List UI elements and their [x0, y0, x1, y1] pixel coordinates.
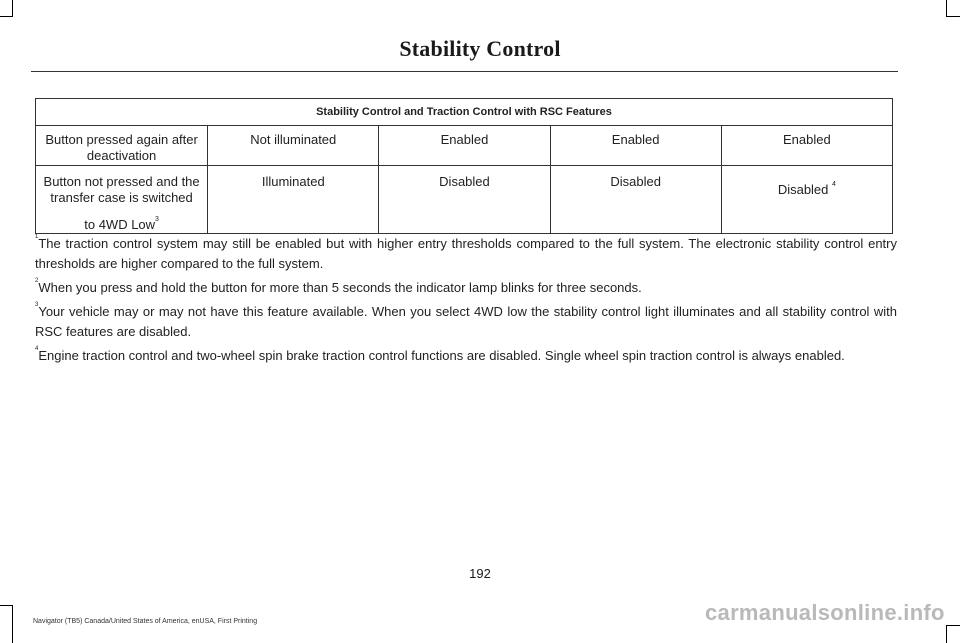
table-cell: Disabled — [550, 166, 721, 234]
crop-mark-bottom-left-vertical — [12, 605, 13, 643]
page-title: Stability Control — [399, 36, 561, 61]
footnote — [35, 302, 897, 342]
footnote-ref[interactable]: 4 — [832, 181, 836, 188]
footnote-text: The traction control system may still be enabled but with higher entry thresholds compared to the full system. The electronic stability control entry thresholds are higher compared to the full system. — [35, 236, 897, 271]
footnotes — [35, 234, 897, 370]
row-label-continuation — [84, 217, 159, 233]
crop-mark-top-left-horizontal — [0, 16, 13, 17]
crop-mark-bottom-left-horizontal — [0, 605, 13, 606]
table-row — [36, 166, 893, 234]
footnote — [35, 278, 897, 298]
footnote-number: 1 — [35, 234, 39, 240]
table-cell: Disabled — [379, 166, 550, 234]
features-table — [35, 98, 893, 234]
footnote-text: Engine traction control and two-wheel spin brake traction control functions are disabled. Single wheel spin traction control is always enabled. — [38, 348, 845, 363]
table-cell: Enabled — [550, 126, 721, 166]
publication-footer: Navigator (TB5) Canada/United States of America, enUSA, First Printing — [33, 618, 258, 625]
crop-mark-top-right-vertical — [946, 0, 947, 16]
row-label: Button not pressed and the transfer case is switched — [43, 174, 200, 205]
crop-mark-top-right-horizontal — [946, 16, 960, 17]
page-number: 192 — [469, 566, 491, 581]
table-cell: Not illuminated — [208, 126, 379, 166]
watermark: carmanualsonline.info — [705, 600, 945, 625]
table-caption: Stability Control and Traction Control with RSC Features — [36, 99, 893, 126]
table-cell-with-note — [721, 166, 892, 234]
footnote-ref[interactable]: 3 — [155, 216, 159, 223]
title-divider — [31, 71, 898, 72]
footnote — [35, 346, 897, 366]
footnote — [35, 234, 897, 274]
crop-mark-bottom-right-vertical — [946, 625, 947, 643]
table-row — [36, 126, 893, 166]
row-label-line2: to 4WD Low — [84, 217, 156, 232]
footnote-number: 4 — [35, 346, 39, 352]
footnote-number: 3 — [35, 302, 39, 308]
table-cell: Enabled — [379, 126, 550, 166]
table-cell: Enabled — [721, 126, 892, 166]
row-label: Button pressed again after deactivation — [36, 126, 208, 166]
row-label-cell — [36, 166, 208, 234]
table-cell: Disabled — [777, 182, 829, 197]
crop-mark-bottom-right-horizontal — [946, 625, 960, 626]
footnote-text: When you press and hold the button for more than 5 seconds the indicator lamp blinks for three seconds. — [38, 280, 642, 295]
footnote-text: Your vehicle may or may not have this feature available. When you select 4WD low the stability control light illuminates and all stability control with RSC features are disabled. — [35, 304, 897, 339]
crop-mark-top-left-vertical — [12, 0, 13, 16]
footnote-number: 2 — [35, 278, 39, 284]
table-cell: Illuminated — [208, 166, 379, 234]
